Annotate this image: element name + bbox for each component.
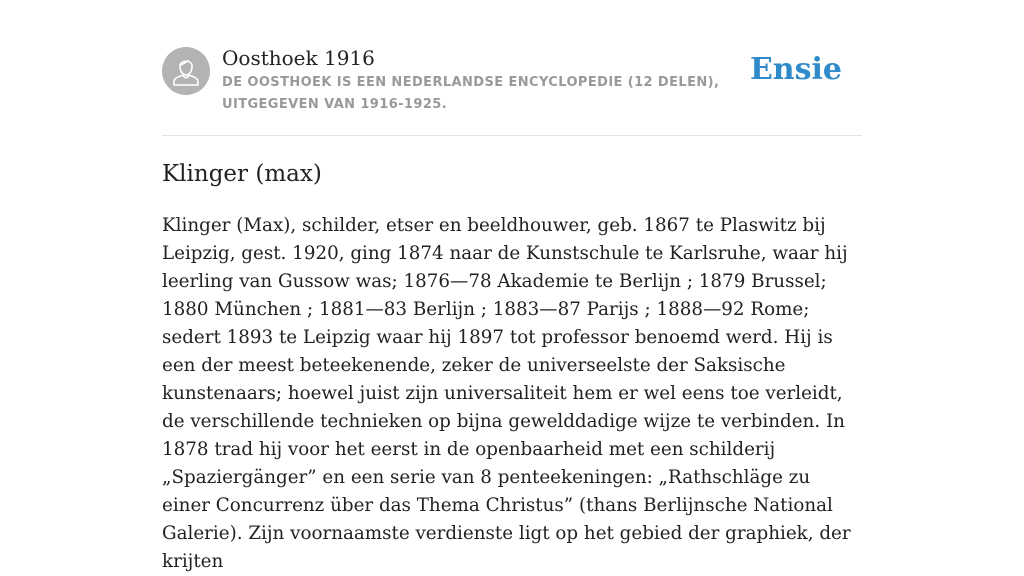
user-silhouette-icon[interactable] <box>162 47 210 95</box>
main-content <box>162 0 862 572</box>
article-body: Klinger (Max), schilder, etser en beeldhouwer, geb. 1867 te Plaswitz bij Leipzig, gest. 1920, ging 1874 naar de Kunstschule te Karlsruhe, waar hij leerling van Gussow was; 1876—78 Akademie te Berlijn ; 1879 Brussel; 1880 München ; 1881—83 Berlijn ; 1883—87 Parijs ; 1888—92 Rome; sedert 1893 te Leipzig waar hij 1897 tot professor benoemd werd. Hij is een der meest beteekenende, zeker de universeelste der Saksische kunstenaars; hoewel juist zijn universaliteit hem er wel eens toe verleidt, de verschillende technieken op bijna gewelddadige wijze te verbinden. In 1878 trad hij voor het eerst in de openbaarheid met een schilderij „Spaziergänger” en een serie van 8 penteekeningen: „Rathschläge zu einer Concurrenz über das Thema Christus” (thans Berlijnsche National Galerie). Zijn voornaamste verdienste ligt op het gebied der graphiek, der krijten <box>162 215 851 572</box>
source-description: DE OOSTHOEK IS EEN NEDERLANDSE ENCYCLOPEDIE (12 DELEN), UITGEGEVEN VAN 1916-1925. <box>222 75 720 112</box>
source-name[interactable]: Oosthoek 1916 <box>222 46 375 70</box>
article-title: Klinger (max) <box>162 161 322 187</box>
ensie-logo-link[interactable]: Ensie <box>749 52 842 87</box>
source-header <box>162 0 862 136</box>
